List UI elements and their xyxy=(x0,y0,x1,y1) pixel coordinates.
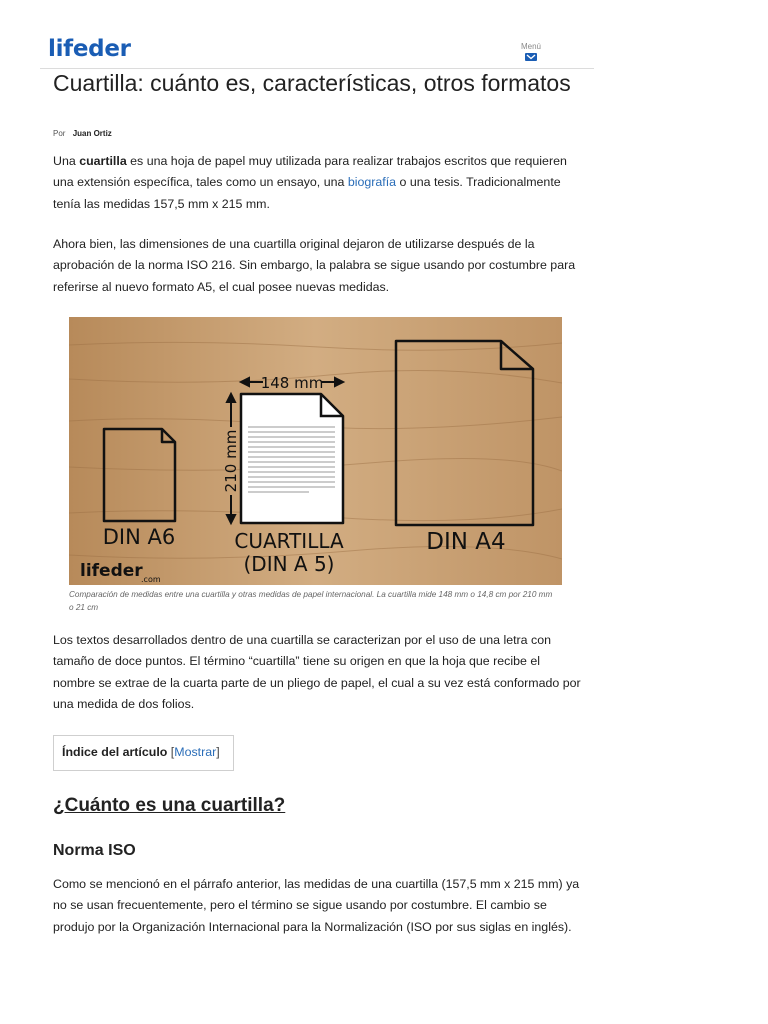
menu-label: Menú xyxy=(520,42,541,51)
section-heading-cuanto-es[interactable]: ¿Cuánto es una cuartilla? xyxy=(53,795,286,816)
intro-text-3: o una tesis. Tradicionalmente tenía las medidas 157,5 mm x 215 mm. xyxy=(53,175,561,211)
paragraph-iso-216: Ahora bien, las dimensiones de una cuartilla original dejaron de utilizarse después de la aprobación de la norma ISO 216. Sin embargo, la palabra se sigue usando por costumbre para referirse al nuevo formato A5, el cual posee nuevas medidas. xyxy=(53,237,576,294)
byline-prefix: Por xyxy=(53,129,66,138)
label-din-a5: (DIN A 5) xyxy=(243,552,335,576)
chevron-down-icon xyxy=(525,53,537,61)
author-name[interactable]: Juan Ortiz xyxy=(72,129,112,138)
toc-toggle-link[interactable]: Mostrar xyxy=(174,745,217,759)
article-title: Cuartilla: cuánto es, características, otros formatos xyxy=(53,70,571,96)
label-din-a6: DIN A6 xyxy=(102,525,176,549)
toc-open-bracket: [ xyxy=(167,745,175,759)
width-measure-label: 148 mm xyxy=(260,374,324,392)
menu-button[interactable] xyxy=(518,42,544,61)
subsection-heading-norma-iso: Norma ISO xyxy=(53,842,136,859)
height-measure-label: 210 mm xyxy=(222,429,240,493)
intro-text-2: es una hoja de papel muy utilizada para realizar trabajos escritos que requieren una extensión específica, tales como un ensayo, una xyxy=(53,154,567,190)
intro-paragraph xyxy=(53,151,581,215)
figure-watermark: lifeder xyxy=(80,561,143,581)
table-of-contents xyxy=(53,735,234,771)
paper-sizes-figure xyxy=(69,317,562,585)
toc-title: Índice del artículo xyxy=(62,745,168,759)
site-header xyxy=(40,30,594,69)
toc-close-bracket: ] xyxy=(216,745,220,759)
paragraph-font-size: Los textos desarrollados dentro de una cuartilla se caracterizan por el uso de una letra con tamaño de doce puntos. El término “cuartilla” tiene su origen en que la hoja que recibe el nombre se extrae de la cuarta parte de un pliego de papel, el cual a su vez está conformado por una medida de dos folios. xyxy=(53,633,581,711)
byline xyxy=(53,129,112,138)
figure-watermark-suffix: .com xyxy=(141,575,161,584)
paragraph-norma-iso: Como se mencionó en el párrafo anterior, las medidas de una cuartilla (157,5 mm x 215 mm) ya no se usan frecuentemente, pero el término se sigue usando por costumbre. El cambio se produjo por la Organización Internacional para la Normalización (ISO por sus siglas en inglés). xyxy=(53,877,580,934)
intro-text-1: Una xyxy=(53,154,80,168)
biografia-link[interactable]: biografía xyxy=(347,175,397,190)
paper-sizes-illustration xyxy=(69,317,562,585)
site-logo[interactable]: lifeder xyxy=(48,36,131,62)
label-cuartilla: CUARTILLA xyxy=(234,529,344,553)
intro-bold-term: cuartilla xyxy=(79,154,127,168)
figure-caption: Comparación de medidas entre una cuartilla y otras medidas de papel internacional. La cuartilla mide 148 mm o 14,8 cm por 210 mm o 21 cm xyxy=(69,590,553,612)
label-din-a4: DIN A4 xyxy=(426,529,506,555)
